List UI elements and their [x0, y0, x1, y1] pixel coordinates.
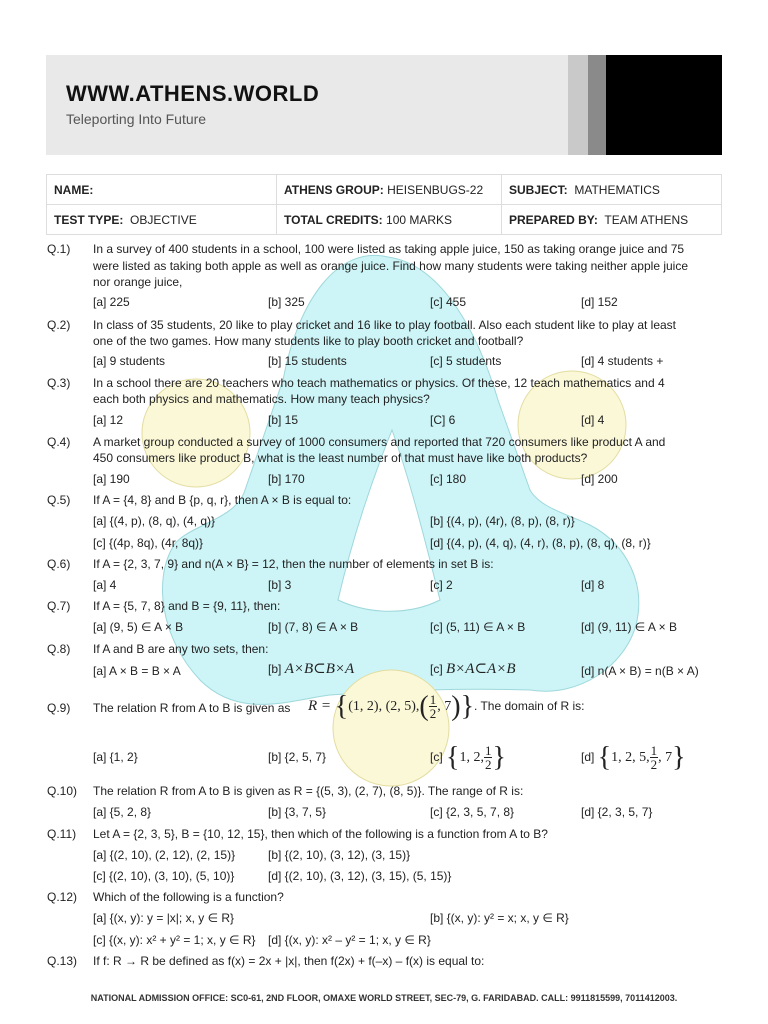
- question-4-option-a[interactable]: [a] 190: [93, 472, 130, 486]
- question-9-option-c-fraction-num: 1: [484, 743, 492, 759]
- question-11-option-c[interactable]: [c] {(2, 10), (3, 10), (5, 10)}: [93, 869, 235, 883]
- question-6-text: If A = {2, 3, 7, 9} and n(A × B} = 12, then the number of elements in set B is:: [93, 557, 494, 571]
- question-9-option-d[interactable]: [581, 737, 686, 778]
- question-2-option-b[interactable]: [b] 15 students: [268, 354, 347, 368]
- question-8-option-c-math: B×A⊂A×B: [446, 661, 516, 677]
- site-tagline: Teleporting Into Future: [66, 111, 207, 127]
- question-9-option-d-open-brace: {: [597, 741, 612, 773]
- question-1-option-d[interactable]: [d] 152: [581, 295, 618, 309]
- group-value: HEISENBUGS-22: [387, 182, 484, 197]
- question-6-option-c[interactable]: [c] 2: [430, 578, 453, 592]
- question-8-option-d[interactable]: [d] n(A × B) = n(B × A): [581, 664, 699, 678]
- question-9-number: Q.9): [47, 701, 71, 715]
- question-9-option-d-fraction-num: 1: [650, 743, 658, 759]
- question-9-option-c-label: [c]: [430, 750, 443, 764]
- question-12-number: Q.12): [47, 890, 78, 904]
- question-7-number: Q.7): [47, 599, 71, 613]
- question-12-option-d[interactable]: [d] {(x, y): x² – y² = 1; x, y ∈ R}: [268, 933, 431, 947]
- question-11-option-a[interactable]: [a] {(2, 10), (2, 12), (2, 15)}: [93, 848, 236, 862]
- question-4-option-c[interactable]: [c] 180: [430, 472, 467, 486]
- question-9-option-a[interactable]: [a] {1, 2}: [93, 750, 138, 764]
- subject-label: SUBJECT:: [509, 182, 568, 197]
- question-13-text: If f: R → R be defined as f(x) = 2x + |x|, then f(2x) + f(–x) – f(x) is equal to:: [93, 954, 485, 968]
- question-3-line-2: each both physics and mathematics. How many teach physics?: [93, 392, 430, 406]
- question-5-option-a[interactable]: [a] {(4, p), (8, q), (4, q)}: [93, 514, 216, 528]
- group-label: ATHENS GROUP:: [284, 182, 384, 197]
- question-13-number: Q.13): [47, 954, 78, 968]
- question-9-relation-pairs: (1, 2), (2, 5),: [348, 699, 420, 714]
- question-9-relation: [308, 688, 585, 725]
- question-2-option-c[interactable]: [c] 5 students: [430, 354, 502, 368]
- question-9-relation-start: R =: [308, 698, 335, 714]
- question-1-number: Q.1): [47, 242, 71, 256]
- question-7-option-b[interactable]: [b] (7, 8) ∈ A × B: [268, 620, 359, 634]
- subject-value: MATHEMATICS: [574, 182, 660, 197]
- site-title: WWW.ATHENS.WORLD: [66, 81, 320, 106]
- question-9-option-d-tail: , 7: [658, 750, 673, 765]
- question-3-number: Q.3): [47, 376, 71, 390]
- question-7-option-a[interactable]: [a] (9, 5) ∈ A × B: [93, 620, 184, 634]
- question-4-line-1: A market group conducted a survey of 1000 consumers and reported that 720 consumers like product A and: [93, 435, 666, 449]
- question-10-option-a[interactable]: [a] {5, 2, 8}: [93, 805, 152, 819]
- question-9-fraction-num: 1: [429, 692, 437, 708]
- question-1-line-1: In a survey of 400 students in a school, 100 were listed as taking apple juice, 150 as taking orange juice and 75: [93, 242, 685, 256]
- question-9-option-c-set: 1, 2,: [459, 750, 484, 765]
- question-12-option-a[interactable]: [a] {(x, y): y = |x|; x, y ∈ R}: [93, 911, 235, 925]
- question-1-line-2: were listed as taking both apple as well as orange juice. Find how many students were taking neither apple juice: [93, 259, 689, 273]
- question-11-option-b[interactable]: [b] {(2, 10), (3, 12), (3, 15)}: [268, 848, 411, 862]
- question-9-option-c[interactable]: [430, 737, 506, 778]
- question-1-option-a[interactable]: [a] 225: [93, 295, 130, 309]
- question-8-option-b[interactable]: [268, 661, 354, 677]
- question-9-option-c-open-brace: {: [446, 741, 460, 773]
- question-5-option-c[interactable]: [c] {(4p, 8q), (4r, 8q)}: [93, 536, 204, 550]
- question-9-option-d-set: 1, 2, 5,: [611, 750, 650, 765]
- question-12-option-c[interactable]: [c] {(x, y): x² + y² = 1; x, y ∈ R}: [93, 933, 256, 947]
- question-9-option-d-label: [d]: [581, 750, 595, 764]
- question-8-option-b-math: A×B⊂B×A: [284, 661, 355, 677]
- question-9-option-c-close-brace: }: [492, 741, 506, 773]
- prepared-label: PREPARED BY:: [509, 212, 598, 227]
- question-5-text: If A = {4, 8} and B {p, q, r}, then A × B is equal to:: [93, 493, 352, 507]
- question-10-option-c[interactable]: [c] {2, 3, 5, 7, 8}: [430, 805, 515, 819]
- question-11-option-d[interactable]: [d] {(2, 10), (3, 12), (3, 15), (5, 15)}: [268, 869, 452, 883]
- question-2-line-2: one of the two games. How many students like to play booth cricket and football?: [93, 334, 524, 348]
- question-12-text: Which of the following is a function?: [93, 890, 284, 904]
- question-3-line-1: In a school there are 20 teachers who teach mathematics or physics. Of these, 12 teach mathematics and 4: [93, 376, 665, 390]
- question-8-number: Q.8): [47, 642, 71, 656]
- question-9-option-d-fraction-den: 2: [650, 757, 658, 773]
- question-9-fraction: [429, 693, 438, 720]
- question-4-line-2: 450 consumers like product B, what is the least number of that must have like both products?: [93, 451, 588, 465]
- question-9-option-d-fraction: [650, 744, 659, 771]
- type-value: OBJECTIVE: [130, 212, 197, 227]
- question-12-option-b[interactable]: [b] {(x, y): y² = x; x, y ∈ R}: [430, 911, 569, 925]
- question-6-option-d[interactable]: [d] 8: [581, 578, 605, 592]
- question-9-text-before: The relation R from A to B is given as: [93, 701, 291, 715]
- question-10-number: Q.10): [47, 784, 78, 798]
- question-7-option-d[interactable]: [d] (9, 11) ∈ A × B: [581, 620, 677, 634]
- question-9-open-brace: {: [334, 690, 349, 722]
- question-5-option-d[interactable]: [d] {(4, p), (4, q), (4, r), (8, p), (8, q), (8, r)}: [430, 536, 651, 550]
- question-5-number: Q.5): [47, 493, 71, 507]
- question-8-option-c[interactable]: [430, 661, 515, 677]
- question-3-option-c[interactable]: [C] 6: [430, 413, 456, 427]
- question-1-option-c[interactable]: [c] 455: [430, 295, 467, 309]
- question-9-close-brace: }: [460, 690, 475, 722]
- question-10-option-b[interactable]: [b] {3, 7, 5}: [268, 805, 327, 819]
- question-4-option-d[interactable]: [d] 200: [581, 472, 618, 486]
- question-9-option-d-close-brace: }: [672, 741, 686, 773]
- footer-address-text: SC0-61, 2ND FLOOR, OMAXE WORLD STREET, SEC-79, G. FARIDABAD. CALL: 9911815599, 7011412003.: [230, 993, 678, 1003]
- question-1-line-3: nor orange juice,: [93, 275, 183, 289]
- prepared-value: TEAM ATHENS: [604, 212, 689, 227]
- question-3-option-b[interactable]: [b] 15: [268, 413, 299, 427]
- question-2-number: Q.2): [47, 318, 71, 332]
- question-11-text: Let A = {2, 3, 5}, B = {10, 12, 15}, then which of the following is a function from A to B?: [93, 827, 548, 841]
- question-11-number: Q.11): [47, 827, 77, 841]
- footer-label: NATIONAL ADMISSION OFFICE:: [90, 993, 229, 1003]
- question-6-option-b[interactable]: [b] 3: [268, 578, 292, 592]
- question-1-option-b[interactable]: [b] 325: [268, 295, 305, 309]
- question-10-text: The relation R from A to B is given as R = {(5, 3), (2, 7), (8, 5)}. The range of R is:: [93, 784, 524, 798]
- question-3-option-a[interactable]: [a] 12: [93, 413, 124, 427]
- credits-value: 100 MARKS: [386, 212, 453, 227]
- question-4-number: Q.4): [47, 435, 71, 449]
- question-7-text: If A = {5, 7, 8} and B = {9, 11}, then:: [93, 599, 281, 613]
- name-label: NAME:: [54, 182, 94, 197]
- question-9-option-b[interactable]: [b] {2, 5, 7}: [268, 750, 327, 764]
- question-5-option-b[interactable]: [b] {(4, p), (4r), (8, p), (8, r)}: [430, 514, 575, 528]
- question-9-relation-tail: , 7: [437, 699, 452, 714]
- question-9-close-paren: ): [451, 690, 461, 722]
- type-label: TEST TYPE:: [54, 212, 124, 227]
- question-8-option-a[interactable]: [a] A × B = B × A: [93, 664, 181, 678]
- question-9-text-after: . The domain of R is:: [474, 699, 585, 713]
- question-8-option-c-label: [c]: [430, 662, 443, 676]
- question-3-option-d[interactable]: [d] 4: [581, 413, 605, 427]
- question-6-option-a[interactable]: [a] 4: [93, 578, 117, 592]
- question-9-fraction-den: 2: [429, 706, 437, 722]
- question-10-option-d[interactable]: [d] {2, 3, 5, 7}: [581, 805, 653, 819]
- question-7-option-c[interactable]: [c] (5, 11) ∈ A × B: [430, 620, 526, 634]
- question-4-option-b[interactable]: [b] 170: [268, 472, 305, 486]
- question-2-option-a[interactable]: [a] 9 students: [93, 354, 166, 368]
- question-6-number: Q.6): [47, 557, 71, 571]
- question-8-text: If A and B are any two sets, then:: [93, 642, 269, 656]
- question-9-open-paren: (: [419, 690, 429, 722]
- question-8-option-b-label: [b]: [268, 662, 282, 676]
- question-2-line-1: In class of 35 students, 20 like to play cricket and 16 like to play football. Also each student like to play at least: [93, 318, 677, 332]
- question-9-option-c-fraction-den: 2: [484, 757, 492, 773]
- question-2-option-d[interactable]: [d] 4 students +: [581, 354, 664, 368]
- credits-label: TOTAL CREDITS:: [284, 212, 383, 227]
